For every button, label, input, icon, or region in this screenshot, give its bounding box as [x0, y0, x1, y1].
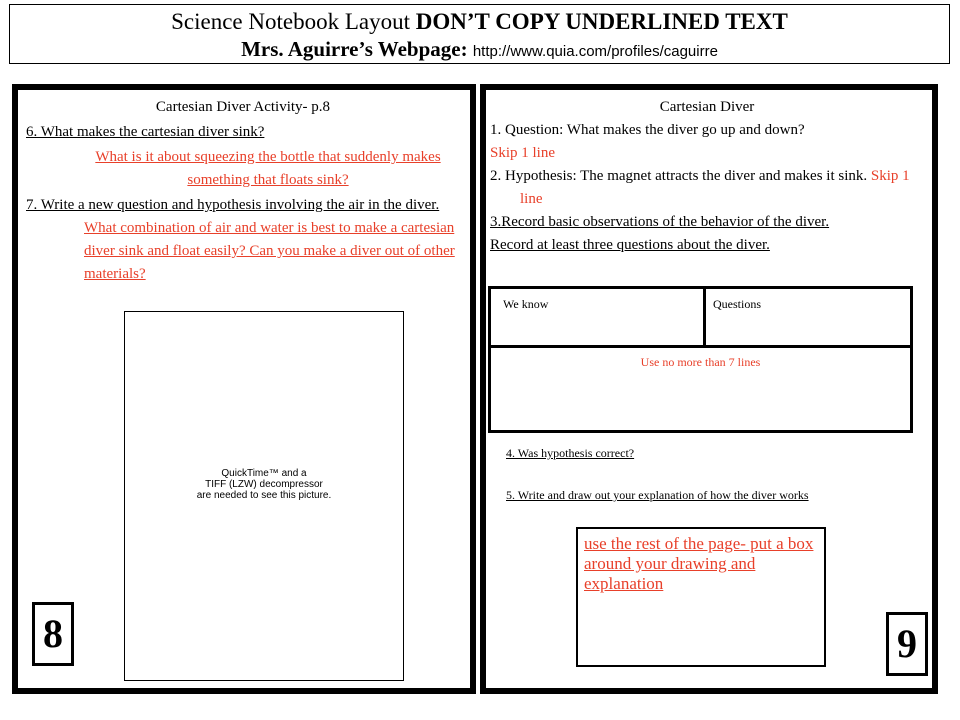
explanation-box: [576, 527, 826, 667]
table-header-questions: Questions: [713, 297, 761, 311]
question-7-text: 7. Write a new question and hypothesis involving the air in the diver.: [26, 197, 440, 213]
page-number-left: 8: [32, 602, 74, 666]
table-note: Use no more than 7 lines: [640, 355, 761, 369]
right-page-title: Cartesian Diver: [659, 99, 755, 115]
skip-line-2: Skip 1 line: [520, 168, 910, 207]
header-warning: DON’T COPY UNDERLINED TEXT: [415, 9, 788, 34]
left-page-title: Cartesian Diver Activity- p.8: [155, 99, 331, 115]
page-number-right: 9: [886, 612, 928, 676]
webpage-url[interactable]: http://www.quia.com/profiles/caguirre: [472, 43, 718, 60]
step-3: 3.Record basic observations of the behavior of the diver.: [490, 214, 830, 230]
webpage-label: Mrs. Aguirre’s Webpage:: [241, 37, 473, 61]
question-6-hint: What is it about squeezing the bottle that suddenly makes something that floats sink?: [95, 149, 441, 188]
step-4: 4. Was hypothesis correct?: [506, 446, 635, 460]
header-line-2: [10, 36, 949, 65]
notebook-page-right: [480, 84, 938, 694]
question-7: [26, 194, 460, 286]
header-line-1: [10, 8, 949, 36]
explanation-instructions: use the rest of the page- put a box around your drawing and explanation: [584, 534, 814, 593]
skip-line-1: Skip 1 line: [490, 145, 556, 161]
question-7-hint: What combination of air and water is best to make a cartesian diver sink and float easily? Can you make a diver out of other materials?: [84, 220, 455, 282]
table-header-we-know: We know: [503, 297, 549, 311]
step-3b: Record at least three questions about the diver.: [490, 237, 770, 253]
image-placeholder: QuickTime™ and a TIFF (LZW) decompressor are needed to see this picture.: [124, 311, 404, 681]
observation-table: [488, 286, 913, 433]
notebook-page-left: [12, 84, 476, 694]
step-1: 1. Question: What makes the diver go up and down?: [490, 122, 805, 138]
question-6: 6. What makes the cartesian diver sink?: [26, 124, 265, 140]
header-banner: [9, 4, 950, 64]
header-title: Science Notebook Layout: [171, 9, 416, 34]
step-2: 2. Hypothesis: The magnet attracts the diver and makes it sink. Skip 1 line: [490, 168, 910, 207]
step-5: 5. Write and draw out your explanation of how the diver works: [506, 488, 809, 502]
